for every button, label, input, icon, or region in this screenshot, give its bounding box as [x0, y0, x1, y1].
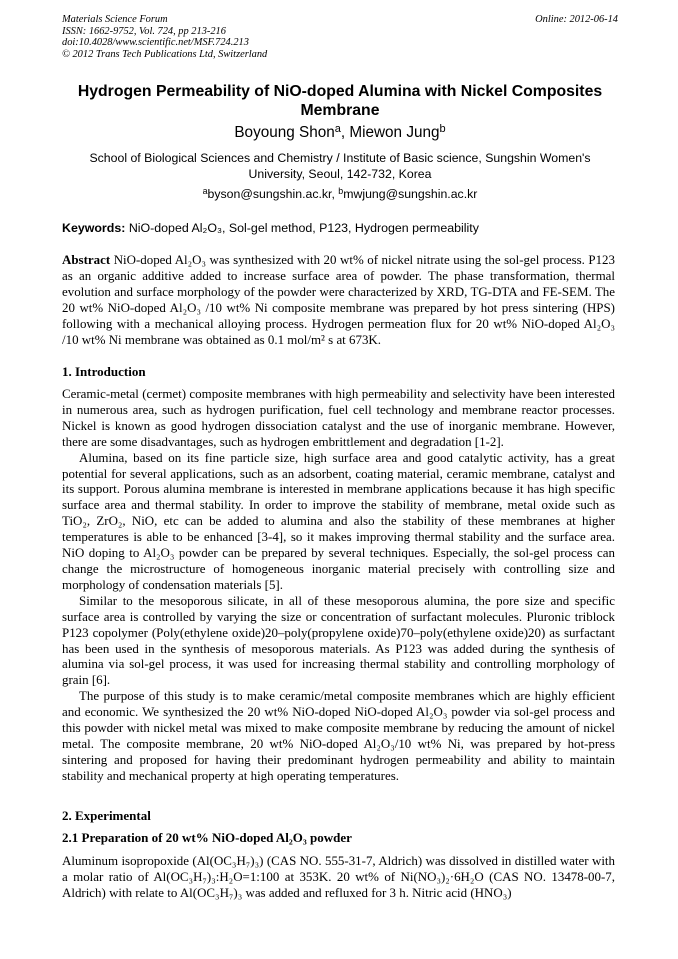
doi-line: doi:10.4028/www.scientific.net/MSF.724.213 [62, 37, 249, 49]
author-name: Miewon Jung [349, 124, 440, 141]
abstract [62, 252, 615, 347]
paragraph: Alumina, based on its fine particle size, high surface area and good catalytic activity, has a great potential for several applications, such as an adsorbent, coating material, ceramic membrane, catalyst and its support. Porous alumina membrane is interested in membrane applications because it has high specific surface area and thermal stability. In order to improve the stability of membrane, metal oxide such as TiO₂, ZrO₂, NiO, etc can be added to alumina and also the stability of these membranes at higher temperatures is able to be enhanced [3-4], so it makes improving thermal stability and the surface area. NiO doping to Al₂O₃ powder can be prepared by several techniques. Especially, the sol-gel process can change the microstructure of homogeneous inorganic material precisely with controlling size and morphology of condensation materials [5]. [62, 449, 615, 592]
author-line: Boyoung Shon$^a$, Miewon Jung$^b$ [234, 123, 446, 141]
paragraph: The purpose of this study is to make ceramic/metal composite membranes which are highly efficient and economic. We synthesized the 20 wt% NiO-doped NiO-doped Al₂O₃ powder via sol-gel process and this powder with nickel metal was mixed to make composite membrane by reducing the amount of nickel metal. The composite membrane, 20 wt% NiO-doped Al₂O₃/10 wt% Ni, was prepared by hot-press sintering and proposed for having their predominant hydrogen permeability and ability to maintain stability and mechanical property at high operating temperatures. [62, 688, 615, 783]
keywords [62, 220, 618, 236]
abstract-text: NiO-doped Al₂O₃ was synthesized with 20 wt% of nickel nitrate using the sol-gel process. P123 as an organic additive added to increase surface area of powder. The phase transformation, thermal evolution and surface morphology of the powder were characterized by XRD, TG-DTA and FE-SEM. The 20 wt% NiO-doped Al₂O₃ /10 wt% Ni composite membrane was prepared by hot press sintering (HPS) following with a mechanical alloying process. Hydrogen permeation flux for 20 wt% NiO-doped Al₂O₃ /10 wt% Ni membrane was obtained as 0.1 mol/m² s at 673K. [62, 252, 615, 347]
publication-header [62, 14, 618, 60]
email-address: byson@sungshin.ac.kr [207, 187, 332, 201]
abstract-label: Abstract [62, 252, 111, 267]
author-superscript: a [334, 123, 341, 136]
preparation-body [62, 853, 615, 901]
paper-title: Hydrogen Permeability of NiO-doped Alumina with Nickel Composites Membrane [77, 83, 603, 119]
paragraph: Similar to the mesoporous silicate, in all of these mesoporous alumina, the pore size and specific surface area is controlled by varying the size or concentration of surfactant molecules. Pluronic triblock P123 copolymer (Poly(ethylene oxide)20–poly(propylene oxide)70–poly(ethylene oxide)20) as surfactant has been used in the synthesis of mesoporous materials. As P123 was added during the synthesis of alumina via sol-gel process, it was used for increasing thermal stability and controlling morphology of grain [6]. [62, 592, 615, 688]
author-name: Boyoung Shon [234, 124, 335, 141]
section-heading-introduction: 1. Introduction [62, 364, 146, 379]
email-superscript: b [338, 186, 344, 197]
keywords-label: Keywords: [62, 221, 126, 235]
copyright-line: © 2012 Trans Tech Publications Ltd, Switzerland [62, 48, 268, 60]
affiliation: School of Biological Sciences and Chemistry / Institute of Basic science, Sungshin Women's University, Seoul, 142-732, Korea [89, 151, 591, 181]
paragraph: Ceramic-metal (cermet) composite membranes with high permeability and selectivity have been interested in numerous area, such as hydrogen purification, fuel cell technology and membrane reactor processes. Nickel is known as good hydrogen dissociation catalyst and the use of inorganic membrane. However, there are some disadvantages, such as hydrogen embrittlement and degradation [1-2]. [62, 386, 615, 449]
issn-line: ISSN: 1662-9752, Vol. 724, pp 213-216 [62, 25, 226, 37]
keywords-text: NiO-doped Al₂O₃, Sol-gel method, P123, Hydrogen permeability [128, 221, 479, 235]
section-heading-experimental: 2. Experimental [62, 808, 151, 823]
author-superscript: b [439, 123, 446, 136]
introduction-body [62, 386, 615, 784]
paragraph: Aluminum isopropoxide (Al(OC₃H₇)₃) (CAS NO. 555-31-7, Aldrich) was dissolved in distilled water with a molar ratio of Al(OC₃H₇)₃:H₂O=1:100 at 353K. 20 wt% of Ni(NO₃)₂·6H₂O (CAS NO. 13478-00-7, Aldrich) with relate to Al(OC₃H₇)₃ was added and refluxed for 3 h. Nitric acid (HNO₃) [62, 853, 615, 900]
email-line: $^a$byson@sungshin.ac.kr, $^b$mwjung@sungshin.ac.kr [202, 186, 478, 201]
subsection-heading-preparation: 2.1 Preparation of 20 wt% NiO-doped Al₂O₃ powder [62, 830, 352, 845]
email-address: mwjung@sungshin.ac.kr [343, 187, 478, 201]
journal-name: Materials Science Forum [62, 14, 168, 25]
email-superscript: a [202, 186, 208, 197]
online-date: Online: 2012-06-14 [535, 14, 618, 25]
